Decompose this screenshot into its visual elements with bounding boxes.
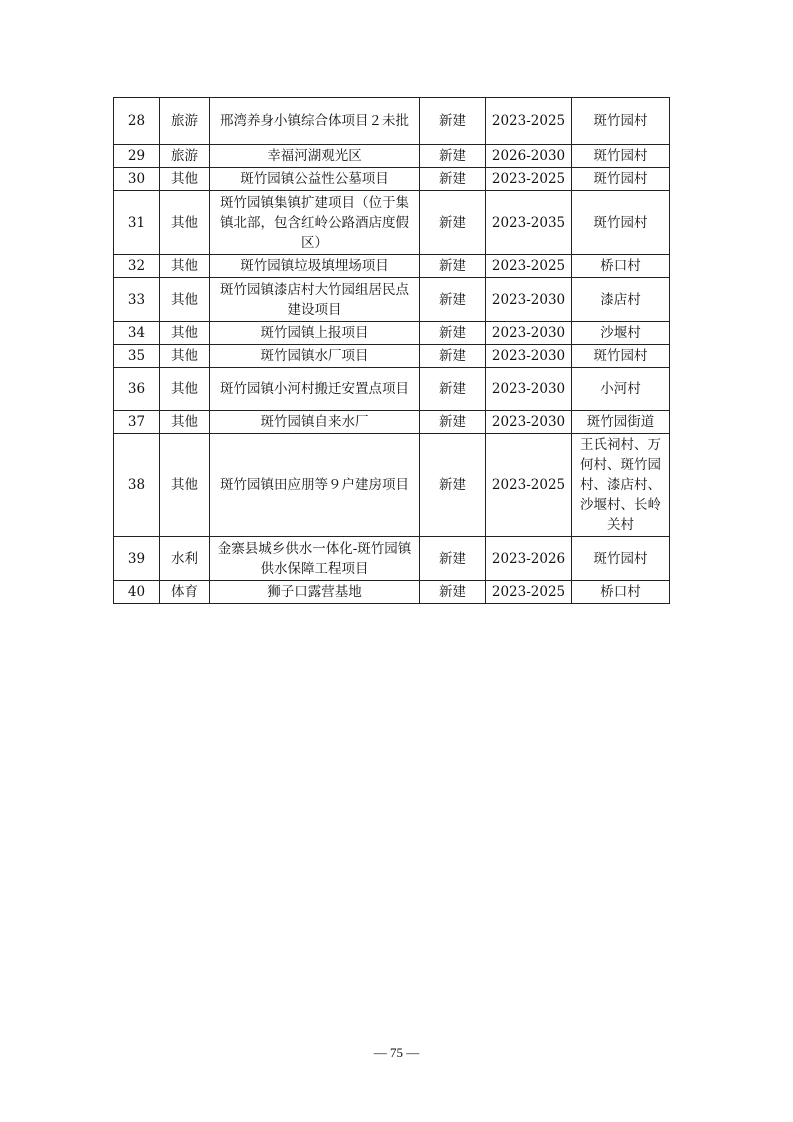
construction-type: 新建 — [420, 168, 486, 191]
project-name: 斑竹园镇田应朋等９户建房项目 — [210, 434, 420, 537]
project-location: 斑竹园村 — [572, 168, 670, 191]
construction-period: 2023-2030 — [486, 345, 572, 368]
construction-type: 新建 — [420, 278, 486, 322]
table-row — [114, 278, 670, 322]
table-row — [114, 145, 670, 168]
project-name: 幸福河湖观光区 — [210, 145, 420, 168]
table-row — [114, 411, 670, 434]
project-location: 斑竹园村 — [572, 345, 670, 368]
row-number: 40 — [114, 581, 160, 604]
project-category: 其他 — [160, 368, 210, 411]
project-location: 漆店村 — [572, 278, 670, 322]
row-number: 29 — [114, 145, 160, 168]
table-row — [114, 322, 670, 345]
project-name: 斑竹园镇自来水厂 — [210, 411, 420, 434]
project-location: 沙堰村 — [572, 322, 670, 345]
project-category: 其他 — [160, 345, 210, 368]
construction-period: 2023-2030 — [486, 368, 572, 411]
table-row — [114, 191, 670, 255]
construction-type: 新建 — [420, 255, 486, 278]
table-row — [114, 345, 670, 368]
construction-period: 2023-2030 — [486, 322, 572, 345]
project-name: 斑竹园镇垃圾填埋场项目 — [210, 255, 420, 278]
project-location: 桥口村 — [572, 581, 670, 604]
construction-type: 新建 — [420, 434, 486, 537]
project-name: 斑竹园镇公益性公墓项目 — [210, 168, 420, 191]
project-category: 体育 — [160, 581, 210, 604]
project-location: 桥口村 — [572, 255, 670, 278]
construction-period: 2023-2025 — [486, 255, 572, 278]
construction-type: 新建 — [420, 98, 486, 145]
row-number: 36 — [114, 368, 160, 411]
construction-period: 2023-2026 — [486, 537, 572, 581]
table-row — [114, 255, 670, 278]
construction-type: 新建 — [420, 368, 486, 411]
project-location: 斑竹园村 — [572, 98, 670, 145]
construction-period: 2023-2025 — [486, 98, 572, 145]
construction-type: 新建 — [420, 191, 486, 255]
project-category: 其他 — [160, 411, 210, 434]
table-row — [114, 581, 670, 604]
construction-period: 2023-2030 — [486, 411, 572, 434]
project-category: 水利 — [160, 537, 210, 581]
construction-type: 新建 — [420, 345, 486, 368]
project-name: 斑竹园镇上报项目 — [210, 322, 420, 345]
row-number: 33 — [114, 278, 160, 322]
project-category: 其他 — [160, 322, 210, 345]
construction-type: 新建 — [420, 322, 486, 345]
construction-type: 新建 — [420, 411, 486, 434]
project-name: 金寨县城乡供水一体化-斑竹园镇供水保障工程项目 — [210, 537, 420, 581]
project-location: 斑竹园村 — [572, 191, 670, 255]
project-location: 斑竹园村 — [572, 537, 670, 581]
project-location: 斑竹园村 — [572, 145, 670, 168]
construction-period: 2023-2025 — [486, 168, 572, 191]
project-category: 其他 — [160, 434, 210, 537]
project-name: 斑竹园镇集镇扩建项目（位于集镇北部，包含红岭公路酒店度假区） — [210, 191, 420, 255]
construction-period: 2023-2025 — [486, 434, 572, 537]
row-number: 37 — [114, 411, 160, 434]
project-category: 其他 — [160, 168, 210, 191]
project-table — [113, 97, 670, 604]
row-number: 39 — [114, 537, 160, 581]
project-location: 王氏祠村、万何村、斑竹园村、漆店村、沙堰村、长岭关村 — [572, 434, 670, 537]
project-name: 斑竹园镇漆店村大竹园组居民点建设项目 — [210, 278, 420, 322]
project-location: 小河村 — [572, 368, 670, 411]
row-number: 38 — [114, 434, 160, 537]
project-name: 斑竹园镇水厂项目 — [210, 345, 420, 368]
table-row — [114, 434, 670, 537]
construction-period: 2023-2030 — [486, 278, 572, 322]
row-number: 35 — [114, 345, 160, 368]
row-number: 34 — [114, 322, 160, 345]
construction-period: 2023-2035 — [486, 191, 572, 255]
row-number: 28 — [114, 98, 160, 145]
project-category: 旅游 — [160, 98, 210, 145]
project-category: 其他 — [160, 191, 210, 255]
table-row — [114, 98, 670, 145]
project-name: 狮子口露营基地 — [210, 581, 420, 604]
row-number: 30 — [114, 168, 160, 191]
table-row — [114, 168, 670, 191]
table-row — [114, 368, 670, 411]
construction-type: 新建 — [420, 537, 486, 581]
project-category: 其他 — [160, 255, 210, 278]
row-number: 31 — [114, 191, 160, 255]
project-name: 邢湾养身小镇综合体项目２未批 — [210, 98, 420, 145]
construction-period: 2023-2025 — [486, 581, 572, 604]
project-category: 其他 — [160, 278, 210, 322]
project-category: 旅游 — [160, 145, 210, 168]
project-location: 斑竹园街道 — [572, 411, 670, 434]
project-name: 斑竹园镇小河村搬迁安置点项目 — [210, 368, 420, 411]
construction-type: 新建 — [420, 581, 486, 604]
construction-type: 新建 — [420, 145, 486, 168]
row-number: 32 — [114, 255, 160, 278]
table-row — [114, 537, 670, 581]
page-number: — 75 — — [373, 1045, 420, 1060]
construction-period: 2026-2030 — [486, 145, 572, 168]
